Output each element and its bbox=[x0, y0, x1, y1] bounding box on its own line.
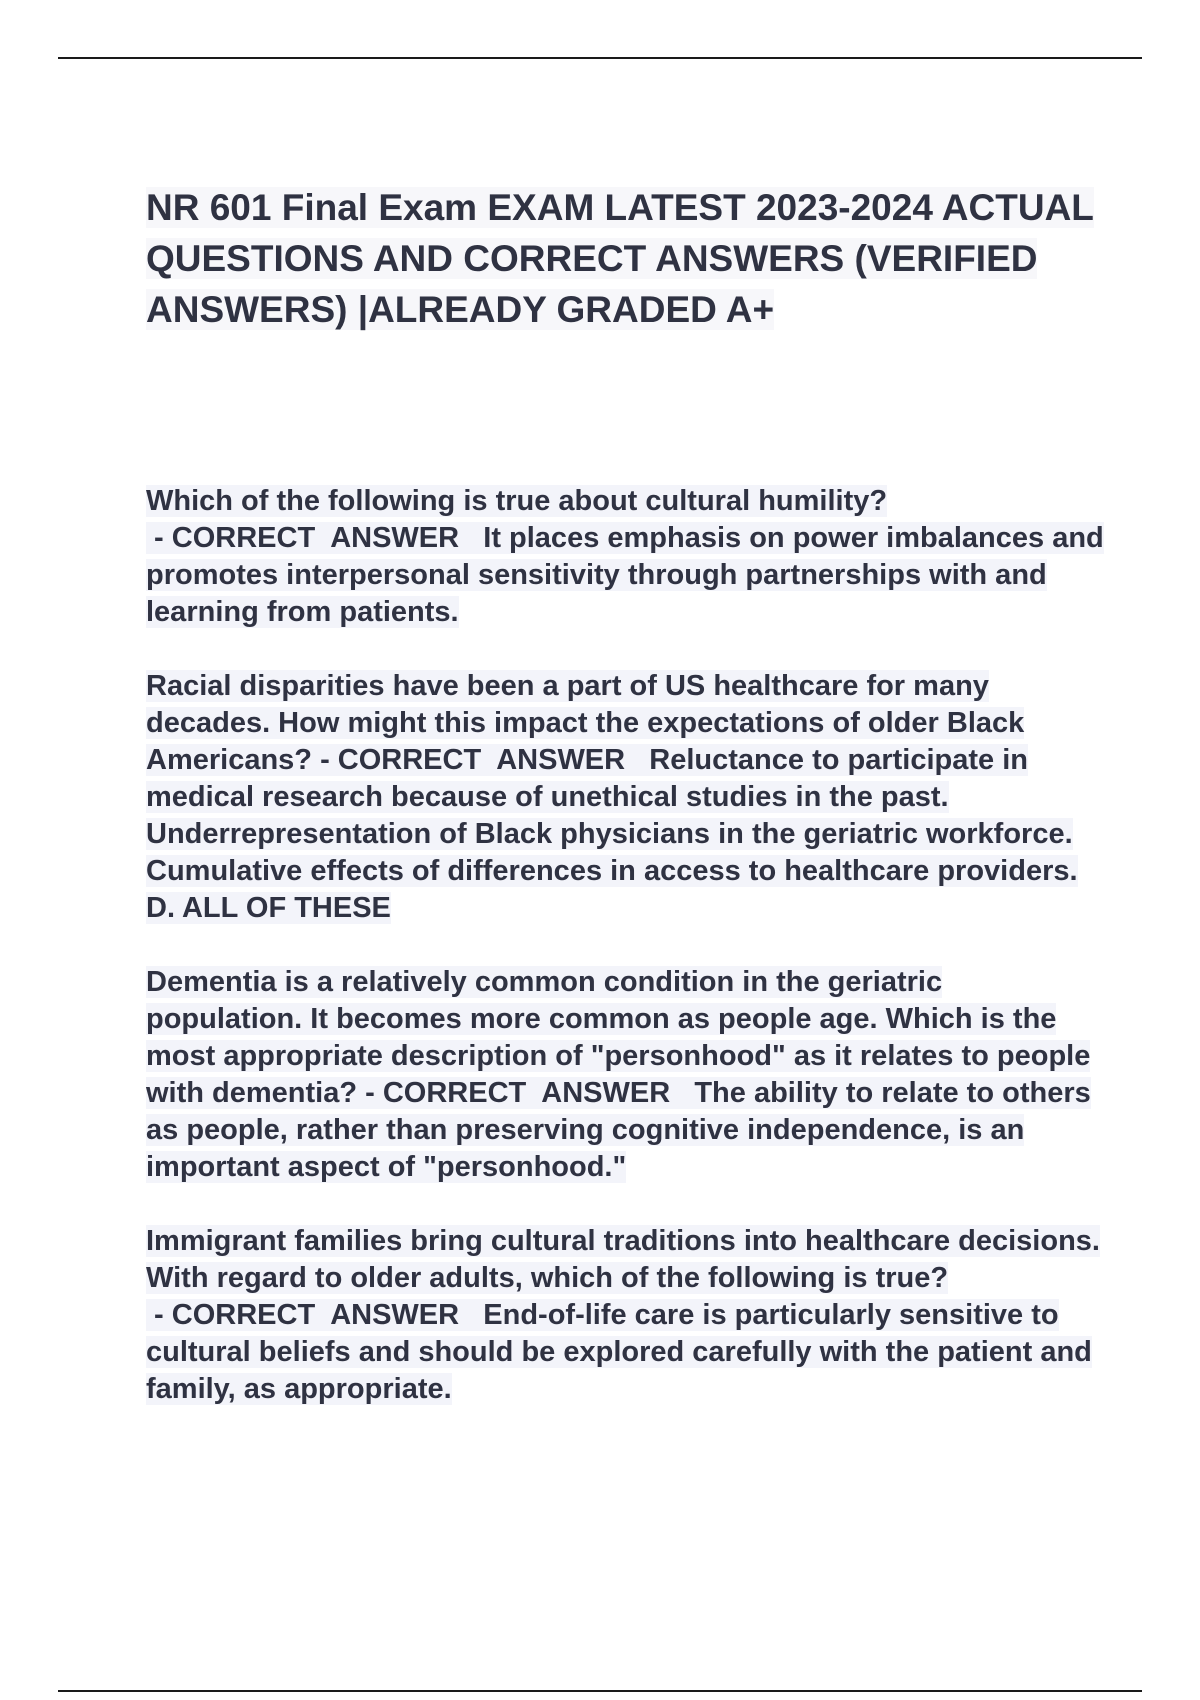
qa-answer: End-of-life care is particularly sensitive to cultural beliefs and should be explored carefully with the patient and family, as appropriate. bbox=[146, 1299, 1092, 1405]
qa-answer: The ability to relate to others as people, rather than preserving cognitive independence, is an important aspect of "personhood." bbox=[146, 1077, 1091, 1183]
top-divider bbox=[58, 57, 1142, 59]
qa-item-3 bbox=[146, 964, 1106, 1186]
qa-answer: Reluctance to participate in medical research because of unethical studies in the past. Underrepresentation of Black physicians in the geriatric workforce. Cumulative effects of differences in access to healthcare providers. D. ALL OF THESE bbox=[146, 744, 1078, 924]
qa-answer-marker: - CORRECT ANSWER bbox=[357, 1077, 695, 1109]
qa-question: Dementia is a relatively common condition in the geriatric population. It becomes more common as people age. Which is the most appropriate description of "personhood" as it relates to people with dementia? bbox=[146, 966, 1091, 1109]
document-title bbox=[146, 182, 1096, 335]
qa-answer-marker: - CORRECT ANSWER bbox=[146, 1299, 484, 1331]
qa-answer-marker: - CORRECT ANSWER bbox=[146, 522, 484, 554]
question-answer-list bbox=[146, 483, 1106, 1445]
qa-question: Which of the following is true about cultural humility? bbox=[146, 485, 888, 517]
qa-answer-marker: - CORRECT ANSWER bbox=[312, 744, 650, 776]
qa-answer: It places emphasis on power imbalances and promotes interpersonal sensitivity through partnerships with and learning from patients. bbox=[146, 522, 1104, 628]
qa-item-4 bbox=[146, 1223, 1106, 1408]
qa-question: Racial disparities have been a part of US healthcare for many decades. How might this impact the expectations of older Black Americans? bbox=[146, 670, 1025, 776]
qa-item-1 bbox=[146, 483, 1106, 631]
qa-question: Immigrant families bring cultural traditions into healthcare decisions. With regard to older adults, which of the following is true? bbox=[146, 1225, 1100, 1294]
qa-item-2 bbox=[146, 668, 1106, 927]
document-title-text: NR 601 Final Exam EXAM LATEST 2023-2024 ACTUAL QUESTIONS AND CORRECT ANSWERS (VERIFIED ANSWERS) |ALREADY GRADED A+ bbox=[146, 187, 1094, 330]
bottom-divider bbox=[58, 1690, 1142, 1692]
